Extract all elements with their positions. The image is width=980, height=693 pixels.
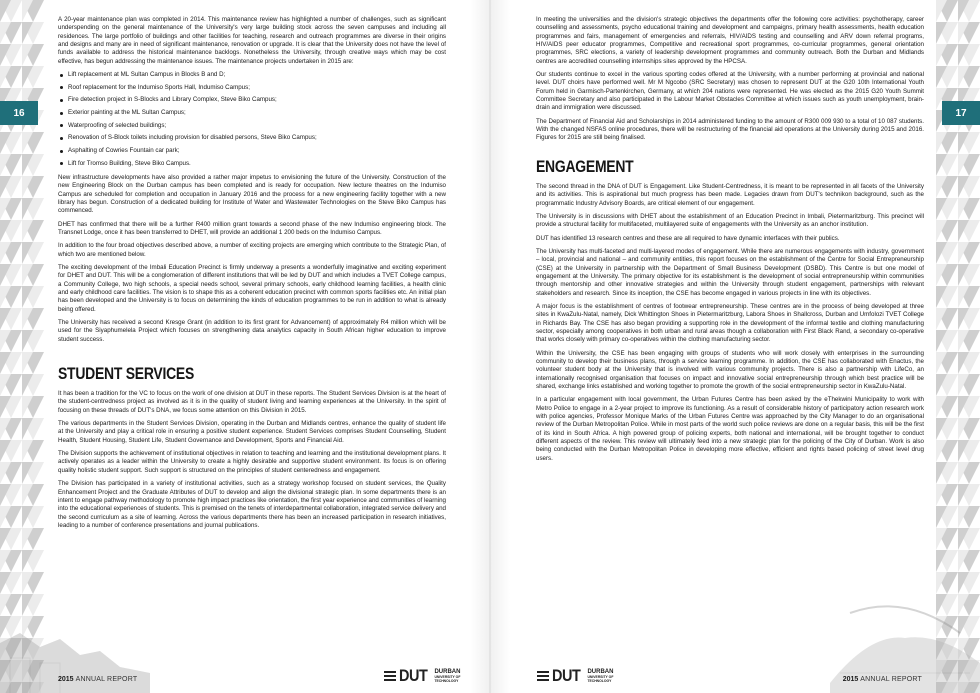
list-item: Waterproofing of selected buildings; [58,122,446,130]
page-gutter [489,0,491,693]
list-item: Lift for Tromso Building, Steve Biko Campus. [58,160,446,168]
paragraph: In meeting the universities and the division's strategic objectives the departments offer the following core activities: psychotherapy, career counselling and assessments, psycho educational training and development and campaigns, primary health assessments, health education programmes and fairs, management of emergencies and referrals, HIV/AIDS testing and counselling and ARV down referral programs, HIV/AIDS peer educator programmes, Competitive and recreational sport programmes, co-curricular programmes, general orientation programmes, SRC elections, a variety of leadership development programmes and community outreach. Both the Durban and Midlands centres are accredited counselling internships sites approved by the HPCSA. [536,16,924,65]
paragraph: The University has received a second Kresge Grant (in addition to its first grant for Advancement) of approximately R4 million which will be used for the Siyaphumelela Project which focuses on strengthening data analytics capacity in South African higher education to improve student success. [58,319,446,343]
footer-year: 2015 [58,676,74,683]
footer-label: ANNUAL REPORT [860,676,922,683]
list-item: Asphalting of Cowries Fountain car park; [58,147,446,155]
logo-word: DURBAN [587,669,614,675]
paragraph: It has been a tradition for the VC to focus on the work of one division at DUT in these reports. The Student Services Division is at the heart of the student-centredness project as involved as it is in the quality of student living and learning experiences at the University. In the spirit of focusing on these threads of DUT's DNA, we focus some attention on this Division in 2015. [58,390,446,414]
paragraph: DUT has identified 13 research centres and these are all required to have dynamic interfaces with their publics. [536,234,840,242]
paragraph: In a particular engagement with local government, the Urban Futures Centre has been asked by the eThekwini Municipality to work with Metro Police to engage in a 2-year project to improve its functioning. As a result of considerable history of participatory action research work with police agencies, Professor Monique Marks of the Urban Futures Centre was approached by the City Manager to do an organisational review of the Durban Metropolitan Police. While in most parts of the world such police reviews are done on a regular basis, this will be the first of its kind in South Africa. A high powered group of policing experts, both national and international, will be brought together to conduct different aspects of the review. This review will ultimately feed into a new strategic plan for the policing of the City of Durban. Work is also being conducted with the Durban Metropolitan Police in developing more effective, efficient and rights based policing of street level drug users. [536,396,924,462]
list-item: Lift replacement at ML Sultan Campus in Blocks B and D; [58,71,446,79]
logo-mark: DUT [552,666,581,685]
footer-label: ANNUAL REPORT [75,676,138,683]
list-item: Roof replacement for the Indumiso Sports Hall, Indumiso Campus; [58,84,446,92]
list-item: Exterior painting at the ML Sultan Campus; [58,109,446,117]
paragraph: DHET has confirmed that there will be a further R400 million grant towards a second phase of the new Indumiso engineering block. The Transnet Lodge, once it has been transferred to DHET, will provide an additional 1 200 beds on the Indumiso Campus. [58,220,446,236]
logo-words [587,669,613,683]
logo-word: UNIVERSITY OF [434,675,461,679]
footer-year: 2015 [842,676,859,683]
paragraph: A major focus is the establishment of centres of footwear entrepreneurship. These centres are in the process of being developed at three sites in KwaZulu-Natal, namely, Dick Whittington Shoes in Pietermaritzburg, Labora Shoes in Shallcross, Durban and Umfolozi TVET College in Richards Bay. The CSE has also began providing a supporting role in the development of the informal textile and clothing manufacturing sector, especially among cooperatives in both urban and rural areas though a collaboration with First Black Rand, a secondary co-operative that works closely with primary co-operatives within the clothing manufacturing sector. [536,302,924,344]
paragraph: New infrastructure developments have also provided a rather major impetus to envisioning the future of the University. Construction of the new Engineering Block on the Durban campus has been completed and is ready for occupation. New lecture theatres on the Indumiso Campus are scheduled for completion and occupation in January 2016 and the process for a new engineering facility together with a new library has begun. Construction of a dedicated building for Institute of Water and Wastewater Technologies on the Steve Biko Campus has commenced. [58,173,446,215]
paragraph: The Division supports the achievement of institutional objectives in relation to teaching and learning and the institutional development plans. It actively operates as a leader within the University to create a highly desirable and supportive student environment. Its focus is on offering quality holistic student support. Such support is structured on the principles of student centeredness and engagement. [58,450,446,474]
paragraph: In addition to the four broad objectives described above, a number of exciting projects are emerging which contribute to the Strategic Plan, of which two are mentioned below. [58,242,446,258]
student-services-heading: STUDENT SERVICES [58,364,195,384]
paragraph: Our students continue to excel in the various sporting codes offered at the University, with a number performing at provincial and national level. DUT choirs have performed well. Mr M Ngcobo (SRC Secretary) was chosen to represent DUT at the G20 10th International Youth Forum held in Garmisch-Partenkirchen, Germany, at which 204 nations were represented. He was elected as the 2015 G20 Youth Summit Committee Secretary and also participated in the Labour Market Obstacles Committee at which issues such as youth unemployment, brain-drain and immigration were discussed. [536,71,924,112]
logo-word: TECHNOLOGY [434,679,459,683]
logo-words [434,669,460,683]
left-footer [58,676,137,683]
maintenance-intro: A 20-year maintenance plan was completed in 2014. This maintenance review has highlighted a number of challenges, such as significant underspending on the general maintenance of the University's very large building stock across the seven campuses and including all residences. The large portfolio of buildings and other facilities for teaching, research and outreach programmes are diverse in their origins and designs and many are in need of significant maintenance, renovation or upgrade. It is clear that the University does not have the level of funds available to address the historical maintenance backlogs. Nonetheless the University, through creative ways which may be cost effective, has begun addressing the maintenance issues. The maintenance projects undertaken in 2015 are: [58,16,446,65]
logo-word: UNIVERSITY OF [587,675,614,679]
paragraph: The various departments in the Student Services Division, operating in the Durban and Midlands centres, enhance the quality of student life at the University and play a critical role in ensuring a positive student experience. Student Services comprises Student Counselling, Student Health, Student Housing, Student Life, Student Governance and Development, Sports and Financial Aid. [58,420,446,444]
list-item: Fire detection project in S-Blocks and Library Complex, Steve Biko Campus; [58,96,446,104]
logo-mark: DUT [399,666,428,685]
paragraph: The University is in discussions with DHET about the establishment of an Education Precinct in Imbali, Pietermaritzburg. This precinct will provide a structural facility for multifaceted, multilayered suite of engagements with the University as an anchor institution. [536,212,924,229]
dut-logo-left [384,666,460,686]
right-page-column [536,16,924,468]
left-page-column [58,16,446,535]
maintenance-projects-list [58,71,446,168]
logo-word: DURBAN [434,669,461,675]
logo-word: TECHNOLOGY [587,679,612,683]
paragraph: The second thread in the DNA of DUT is Engagement. Like Student-Centredness, it is meant to be represented in all facets of the University and its activities. This is aspirational but much progress has been made. Legacies drawn from DUT's technikon background, such as the programmatic Industry Advisory Boards, are critical element of our engagement. [536,182,924,207]
paragraph: The University has multi-faceted and multi-layered modes of engagement. While there are numerous engagements with industry, government – local, provincial and national – and community entities, this report focuses on the establishment of the Centre for Social Entrepreneurship (CSE) at the University in partnership with the Department of Small Business Development (DSBD). This Centre is but one model of engagement at the University. The primary objective for its establishment is the development of social entrepreneurship within communities through mentorship and other innovative strategies and within the University through student engagement, partnerships with relevant stakeholders and research. Since its inception, the CSE has become engaged in various projects in line with its objectives. [536,247,924,297]
list-item: Renovation of S-Block toilets including provision for disabled persons, Steve Biko Campus; [58,134,446,142]
paragraph: The Department of Financial Aid and Scholarships in 2014 administered funding to the amount of R300 009 930 to a total of 10 087 students. With the changed NSFAS online procedures, there will be restructuring of the financial aid operations at the University during 2015 and 2016. Figures for 2015 are still being finalised. [536,117,924,142]
dut-logo-right [537,666,613,686]
paragraph: Within the University, the CSE has been engaging with groups of students who will work closely with enterprises in the surrounding community to develop their business plans, through a service learning programme. In addition, the CSE has collaborated with Enactus, the volunteer student body at the University that is involved with various community projects. There is also a partnership with LifeCo, an internationally recognised organisation that focuses on impact and innovative social entrepreneurship through which best practice will be shared, exchange links established and working together to promote the growth of the social entrepreneurship sector in KwaZulu-Natal. [536,349,924,391]
left-page-number: 16 [0,101,38,125]
engagement-heading: ENGAGEMENT [536,156,634,176]
paragraph: The exciting development of the Imbali Education Precinct is firmly underway a presents a wonderfully imaginative and exciting experiment for DHET and DUT. This will be a conglomeration of different institutions that will be led by DUT and which includes a TVET College campus, a Community College, two high schools, a special needs school, several primary schools, early childhood learning facilities, a health clinic and early childhood care facilities. The vision is to shape this as a coherent education precinct with common sports facilities etc. An initial plan has been developed and the University is to focus on determining the kinds of education programmes to be run in addition to what is already being offered. [58,263,446,313]
paragraph: The Division has participated in a variety of institutional activities, such as a strategy workshop focused on student services, the Quality Enhancement Project and the Graduate Attributes of DUT to develop and align the divisional strategic plan. In some departments there is an intent to engage pathway methodology to promote high impact practices like orientation, the first year experience and communities of learning into the educational experiences of students. This is premised on the tenets of interdepartmental collaboration, integrated service delivery and the second curriculum as a site of learning. Across the various departments there has been an increased participation in research initiatives, leading to a number of conference presentations and journal publications. [58,480,446,529]
logo-bars-icon [537,670,549,682]
right-page-number: 17 [942,101,980,125]
logo-bars-icon [384,670,396,682]
right-footer [843,676,922,683]
